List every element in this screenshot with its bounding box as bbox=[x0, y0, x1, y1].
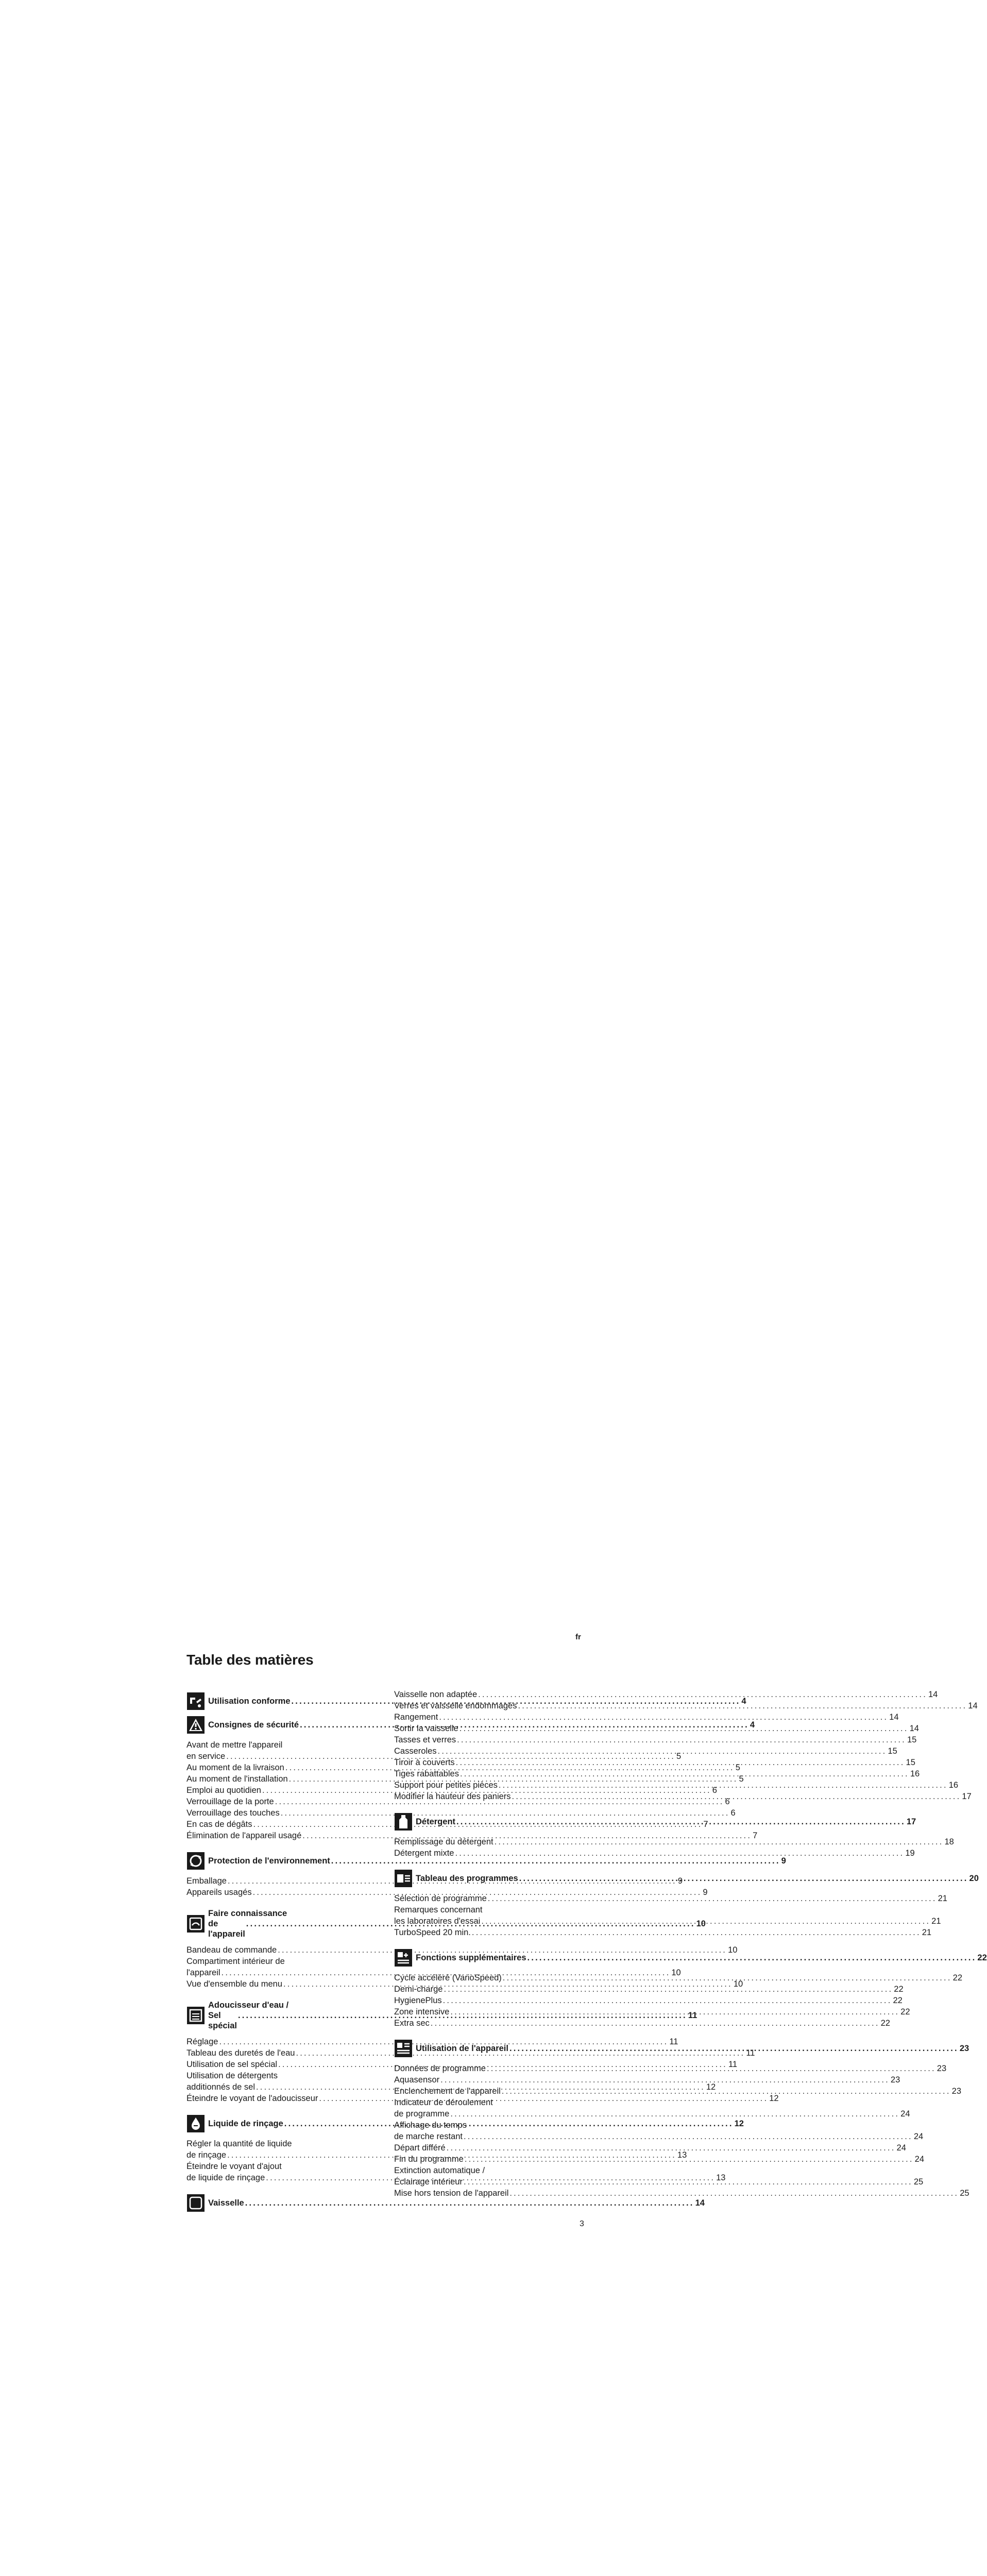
toc-section-protection-environnement[interactable]: Protection de l'environnement ..... 9 bbox=[186, 1852, 375, 1870]
toc-section-fonctions-supplementaires[interactable]: Fonctions supplémentaires ..... 22 bbox=[394, 1948, 582, 1967]
toc-entry[interactable]: Détergent mixte ..... 19 bbox=[394, 1848, 582, 1859]
toc-entry[interactable]: Tiges rabattables ..... 16 bbox=[394, 1768, 582, 1780]
appliance-operation-icon bbox=[394, 2039, 413, 2058]
toc-entry[interactable]: Élimination de l'appareil usagé ..... 7 bbox=[186, 1830, 375, 1841]
toc-entry[interactable]: Emballage ..... 9 bbox=[186, 1875, 375, 1887]
rinse-aid-icon bbox=[186, 2114, 205, 2133]
page-title: Table des matières bbox=[186, 1652, 314, 1668]
language-marker: fr bbox=[575, 1633, 581, 1641]
toc-entry[interactable]: Support pour petites pièces ..... 16 bbox=[394, 1780, 582, 1791]
toc-entry[interactable]: Extinction automatique / Éclairage intérieur ..... 25 bbox=[394, 2165, 582, 2188]
toc-entry[interactable]: Fin du programme ..... 24 bbox=[394, 2154, 582, 2165]
toc-entry[interactable]: Tiroir à couverts ..... 15 bbox=[394, 1757, 582, 1768]
toc-section-vaisselle[interactable]: Vaisselle ..... 14 bbox=[186, 2194, 375, 2212]
toc-entry[interactable]: Éteindre le voyant de l'adoucisseur ..... 12 bbox=[186, 2093, 375, 2104]
toc-entry[interactable]: Remarques concernant les laboratoires d'essai ..... 21 bbox=[394, 1904, 582, 1927]
toc-entry[interactable]: Données de programme ..... 23 bbox=[394, 2063, 582, 2074]
toc-entry[interactable]: Enclenchement de l'appareil ..... 23 bbox=[394, 2086, 582, 2097]
tap-dishwasher-icon bbox=[186, 1692, 205, 1710]
toc-entry[interactable]: Vaisselle non adaptée ..... 14 bbox=[394, 1689, 582, 1700]
toc-entry[interactable]: Compartiment intérieur de l'appareil ..... 10 bbox=[186, 1956, 375, 1978]
toc-entry[interactable]: Casseroles ..... 15 bbox=[394, 1745, 582, 1757]
toc-entry[interactable]: Extra sec ..... 22 bbox=[394, 2018, 582, 2029]
toc-entry[interactable]: Sélection de programme ..... 21 bbox=[394, 1893, 582, 1904]
toc-entry[interactable]: Verrouillage de la porte ..... 6 bbox=[186, 1796, 375, 1807]
toc-entry[interactable]: Appareils usagés ..... 9 bbox=[186, 1887, 375, 1898]
toc-section-liquide-rincage[interactable]: Liquide de rinçage ..... 12 bbox=[186, 2114, 375, 2133]
environment-recycle-icon bbox=[186, 1852, 205, 1870]
toc-entry[interactable]: Tableau des duretés de l'eau ..... 11 bbox=[186, 2047, 375, 2059]
toc-entry[interactable]: Zone intensive ..... 22 bbox=[394, 2006, 582, 2018]
toc-entry[interactable]: Utilisation de sel spécial ..... 11 bbox=[186, 2059, 375, 2070]
toc-entry[interactable]: Avant de mettre l'appareil en service ..... 5 bbox=[186, 1739, 375, 1762]
toc-section-consignes-securite[interactable]: Consignes de sécurité ..... 4 bbox=[186, 1716, 375, 1734]
toc-entry[interactable]: Emploi au quotidien ..... 6 bbox=[186, 1785, 375, 1796]
toc-section-detergent[interactable]: Détergent ..... 17 bbox=[394, 1812, 582, 1831]
toc-section-faire-connaissance[interactable]: Faire connaissance de l'appareil ..... 10 bbox=[186, 1908, 375, 1939]
water-softener-icon bbox=[186, 2006, 205, 2025]
toc-section-utilisation-conforme[interactable]: Utilisation conforme ..... 4 bbox=[186, 1692, 375, 1710]
toc-entry[interactable]: Indicateur de déroulement de programme ..... 24 bbox=[394, 2097, 582, 2120]
toc-entry[interactable]: Réglage ..... 11 bbox=[186, 2036, 375, 2047]
additional-functions-icon bbox=[394, 1948, 413, 1967]
toc-section-adoucisseur-sel[interactable]: Adoucisseur d'eau / Sel spécial ..... 11 bbox=[186, 2000, 375, 2031]
toc-entry[interactable]: Demi-charge ..... 22 bbox=[394, 1984, 582, 1995]
programme-table-icon bbox=[394, 1869, 413, 1888]
toc-entry[interactable]: Au moment de l'installation ..... 5 bbox=[186, 1773, 375, 1785]
detergent-icon bbox=[394, 1812, 413, 1831]
toc-entry[interactable]: Cycle accéléré (VarioSpeed) ..... 22 bbox=[394, 1972, 582, 1984]
page-number: 3 bbox=[580, 2219, 584, 2228]
toc-entry[interactable]: Bandeau de commande ..... 10 bbox=[186, 1944, 375, 1956]
toc-entry[interactable]: Utilisation de détergents additionnés de sel ..... 12 bbox=[186, 2070, 375, 2093]
toc-entry[interactable]: Tasses et verres ..... 15 bbox=[394, 1734, 582, 1745]
toc-entry[interactable]: Aquasensor ..... 23 bbox=[394, 2074, 582, 2086]
toc-entry[interactable]: Verres et vaisselle endommagés ..... 14 bbox=[394, 1700, 582, 1711]
dishes-icon bbox=[186, 2194, 205, 2212]
toc-entry[interactable]: Modifier la hauteur des paniers ..... 17 bbox=[394, 1791, 582, 1802]
toc-entry[interactable]: Éteindre le voyant d'ajout de liquide de rinçage ..... 13 bbox=[186, 2161, 375, 2183]
toc-entry[interactable]: Mise hors tension de l'appareil ..... 25 bbox=[394, 2188, 582, 2199]
toc-entry[interactable]: Sortir la vaisselle ..... 14 bbox=[394, 1723, 582, 1734]
toc-entry[interactable]: HygienePlus ..... 22 bbox=[394, 1995, 582, 2006]
toc-entry[interactable]: En cas de dégâts ..... 7 bbox=[186, 1819, 375, 1830]
toc-entry[interactable]: TurboSpeed 20 min. ..... 21 bbox=[394, 1927, 582, 1938]
toc-entry[interactable]: Remplissage du détergent ..... 18 bbox=[394, 1836, 582, 1848]
warning-triangle-icon bbox=[186, 1716, 205, 1734]
toc-entry[interactable]: Affichage du temps de marche restant ..... 24 bbox=[394, 2120, 582, 2142]
appliance-overview-icon bbox=[186, 1914, 205, 1933]
toc-entry[interactable]: Départ différé ..... 24 bbox=[394, 2142, 582, 2154]
toc-entry[interactable]: Rangement ..... 14 bbox=[394, 1711, 582, 1723]
toc-entry[interactable]: Au moment de la livraison ..... 5 bbox=[186, 1762, 375, 1773]
toc-entry[interactable]: Régler la quantité de liquide de rinçage ..... 13 bbox=[186, 2138, 375, 2161]
toc-entry[interactable]: Verrouillage des touches ..... 6 bbox=[186, 1807, 375, 1819]
toc-section-tableau-programmes[interactable]: Tableau des programmes ..... 20 bbox=[394, 1869, 582, 1888]
toc-entry[interactable]: Vue d'ensemble du menu ..... 10 bbox=[186, 1978, 375, 1990]
toc-section-utilisation-appareil[interactable]: Utilisation de l'appareil ..... 23 bbox=[394, 2039, 582, 2058]
